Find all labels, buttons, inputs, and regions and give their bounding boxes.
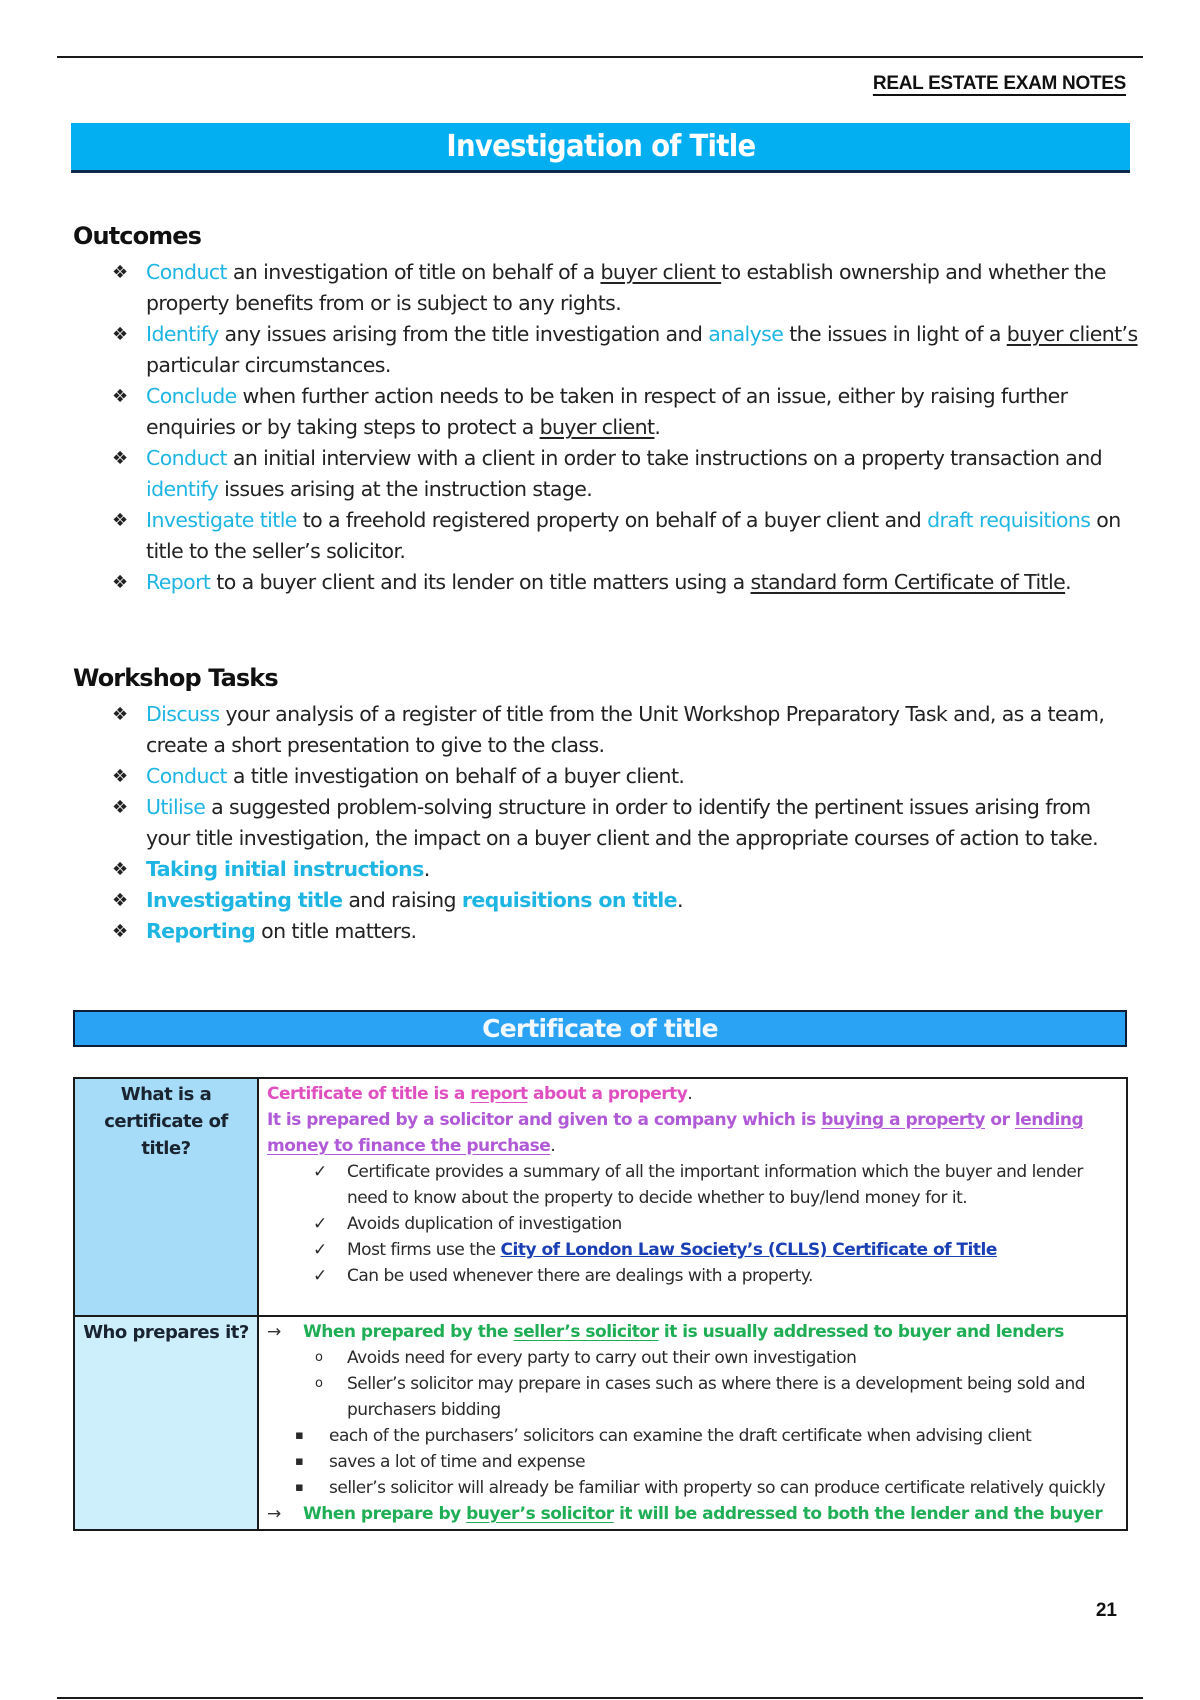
square-item-text: seller’s solicitor will already be familiar with property so can produce certificate relatively quickly <box>329 1478 1106 1498</box>
text-run: any issues arising from the title investigation and <box>218 322 709 346</box>
text-run: to establish ownership and whether the property benefits from or is subject to any rights. <box>146 260 1106 315</box>
outcomes-heading: Outcomes <box>73 222 202 250</box>
list-item <box>108 885 1138 916</box>
diamond-bullet-icon: ❖ <box>112 890 128 911</box>
text-run: a suggested problem-solving structure in order to identify the pertinent issues arising from your title investigation, the impact on a buyer client and the appropriate courses of action to take. <box>146 795 1098 850</box>
text-run: Identify <box>146 322 219 346</box>
text-run: Avoids duplication of investigation <box>347 1214 622 1234</box>
diamond-bullet-icon: ❖ <box>112 324 128 345</box>
text-run: Taking initial instructions <box>146 857 424 881</box>
definition-text <box>267 1081 1118 1159</box>
text-run: standard form Certificate of Title <box>750 570 1066 594</box>
text-run: draft requisitions <box>927 508 1091 532</box>
document-header-label: REAL ESTATE EXAM NOTES <box>872 73 1126 94</box>
certificate-section-bar <box>73 1010 1127 1047</box>
diamond-bullet-icon: ❖ <box>112 386 128 407</box>
checkmark-icon: ✓ <box>313 1214 327 1234</box>
diamond-bullet-icon: ❖ <box>112 262 128 283</box>
square-item-text: saves a lot of time and expense <box>329 1452 586 1472</box>
list-item <box>108 916 1138 947</box>
text-run: your analysis of a register of title from the Unit Workshop Preparatory Task and, as a team, create a short presentation to give to the class. <box>146 702 1105 757</box>
seller-solicitor-point <box>267 1319 1118 1345</box>
diamond-bullet-icon: ❖ <box>112 704 128 725</box>
workshop-tasks-list <box>108 699 1138 947</box>
text-run: . <box>687 1084 693 1104</box>
text-run: when further action needs to be taken in respect of an issue, either by raising further enquiries or by taking steps to protect a <box>146 384 1068 439</box>
text-run: Investigating title <box>146 888 343 912</box>
text-run: Utilise <box>146 795 206 819</box>
circle-item-text: Avoids need for every party to carry out their own investigation <box>347 1348 857 1368</box>
page-title: Investigation of Title <box>445 129 756 164</box>
square-item <box>187 1423 1118 1449</box>
text-run: or <box>985 1110 1015 1130</box>
check-item <box>267 1237 1118 1263</box>
text-run: requisitions on title <box>461 888 677 912</box>
text-run: issues arising at the instruction stage. <box>218 477 593 501</box>
check-item <box>267 1263 1118 1289</box>
checkmark-icon: ✓ <box>313 1240 327 1260</box>
table-row <box>74 1316 1127 1530</box>
text-run: an investigation of title on behalf of a <box>226 260 601 284</box>
workshop-tasks-heading: Workshop Tasks <box>73 664 278 692</box>
definition-line <box>267 1081 1118 1107</box>
text-run: Discuss <box>146 702 220 726</box>
circle-item-text: Seller’s solicitor may prepare in cases such as where there is a development being sold and purchasers bidding <box>347 1374 1086 1420</box>
diamond-bullet-icon: ❖ <box>112 448 128 469</box>
text-run: buyer client’s <box>1006 322 1138 346</box>
diamond-bullet-icon: ❖ <box>112 510 128 531</box>
list-item <box>108 699 1138 761</box>
text-run: It is prepared by a solicitor and given to a company which is <box>267 1110 822 1130</box>
text-run: . <box>550 1136 556 1156</box>
text-run: and raising <box>342 888 462 912</box>
text-run: Can be used whenever there are dealings with a property. <box>347 1266 813 1286</box>
definition-line <box>267 1107 1118 1159</box>
text-run: a title investigation on behalf of a buyer client. <box>226 764 685 788</box>
row-content-who-prepares <box>258 1316 1127 1530</box>
square-list <box>267 1423 1118 1501</box>
text-run: Conduct <box>146 260 227 284</box>
text-run: Conclude <box>146 384 237 408</box>
arrow-right-icon: → <box>267 1322 281 1342</box>
circle-item <box>267 1345 1118 1371</box>
diamond-bullet-icon: ❖ <box>112 797 128 818</box>
text-run: . <box>423 857 430 881</box>
check-item <box>267 1159 1118 1211</box>
square-bullet-icon: ▪ <box>295 1454 304 1469</box>
row-content-what-is <box>258 1078 1127 1316</box>
list-item <box>108 443 1138 505</box>
bottom-rule <box>57 1697 1143 1699</box>
certificate-table <box>73 1077 1128 1531</box>
text-run: Conduct <box>146 764 227 788</box>
check-item <box>267 1211 1118 1237</box>
text-run: When prepared by the <box>303 1322 514 1342</box>
text-run: . <box>1065 570 1072 594</box>
text-run: it is usually addressed to buyer and lenders <box>658 1322 1064 1342</box>
table-row <box>74 1078 1127 1316</box>
checkmark-icon: ✓ <box>313 1266 327 1286</box>
square-item <box>187 1475 1118 1501</box>
list-item <box>108 567 1138 598</box>
list-item <box>108 257 1138 319</box>
text-run: Conduct <box>146 446 227 470</box>
text-run: the issues in light of a <box>783 322 1007 346</box>
text-run: When prepare by <box>303 1504 467 1524</box>
text-run: Reporting <box>146 919 256 943</box>
outcomes-list <box>108 257 1138 598</box>
text-run: . <box>654 415 661 439</box>
square-bullet-icon: ▪ <box>295 1480 304 1495</box>
row-label-who-prepares: Who prepares it? <box>74 1316 258 1530</box>
text-run: to a freehold registered property on behalf of a buyer client and <box>296 508 928 532</box>
diamond-bullet-icon: ❖ <box>112 766 128 787</box>
diamond-bullet-icon: ❖ <box>112 859 128 880</box>
certificate-section-heading: Certificate of title <box>482 1014 718 1043</box>
text-run: identify <box>146 477 219 501</box>
text-run: about a property <box>527 1084 688 1104</box>
text-run: . <box>676 888 683 912</box>
checkmark-icon: ✓ <box>313 1162 327 1182</box>
text-run: particular circumstances. <box>146 353 391 377</box>
text-run: Investigate title <box>146 508 297 532</box>
text-run: Certificate of title is a <box>267 1084 471 1104</box>
list-item <box>108 505 1138 567</box>
page-number: 21 <box>1095 1600 1117 1621</box>
text-run: buying a property <box>821 1110 985 1130</box>
text-run: lending money to finance the purchase <box>267 1110 1084 1156</box>
text-run: Most firms use the <box>347 1240 501 1260</box>
text-run: Report <box>146 570 211 594</box>
row-label-what-is: What is a certificate of title? <box>74 1078 258 1316</box>
square-item <box>187 1449 1118 1475</box>
text-run: it will be addressed to both the lender and the buyer <box>613 1504 1103 1524</box>
buyer-solicitor-point <box>267 1501 1118 1527</box>
text-run: buyer’s solicitor <box>466 1504 614 1524</box>
list-item <box>108 792 1138 854</box>
list-item <box>108 381 1138 443</box>
text-run: buyer client <box>539 415 655 439</box>
circle-bullet-icon: o <box>315 1350 323 1365</box>
square-item-text: each of the purchasers’ solicitors can examine the draft certificate when advising client <box>329 1426 1032 1446</box>
text-run: analyse <box>708 322 784 346</box>
text-run: an initial interview with a client in order to take instructions on a property transaction and <box>226 446 1103 470</box>
list-item <box>108 761 1138 792</box>
text-run: report <box>470 1084 528 1104</box>
text-run: on title to the seller’s solicitor. <box>146 508 1121 563</box>
page-title-bar <box>71 123 1130 173</box>
text-run: buyer client <box>600 260 722 284</box>
clls-certificate-link[interactable]: City of London Law Society’s (CLLS) Certificate of Title <box>500 1240 997 1260</box>
square-bullet-icon: ▪ <box>295 1428 304 1443</box>
arrow-right-icon: → <box>267 1504 281 1524</box>
text-run: Certificate provides a summary of all the important information which the buyer and lender need to know about the property to decide whether to buy/lend money for it. <box>347 1162 1083 1208</box>
diamond-bullet-icon: ❖ <box>112 572 128 593</box>
text-run: seller’s solicitor <box>513 1322 659 1342</box>
list-item <box>108 854 1138 885</box>
check-list <box>267 1159 1118 1289</box>
circle-bullet-icon: o <box>315 1376 323 1391</box>
top-rule <box>57 56 1143 58</box>
circle-item <box>267 1371 1118 1423</box>
diamond-bullet-icon: ❖ <box>112 921 128 942</box>
text-run: to a buyer client and its lender on title matters using a <box>210 570 751 594</box>
text-run: on title matters. <box>255 919 417 943</box>
list-item <box>108 319 1138 381</box>
circle-list <box>267 1345 1118 1501</box>
